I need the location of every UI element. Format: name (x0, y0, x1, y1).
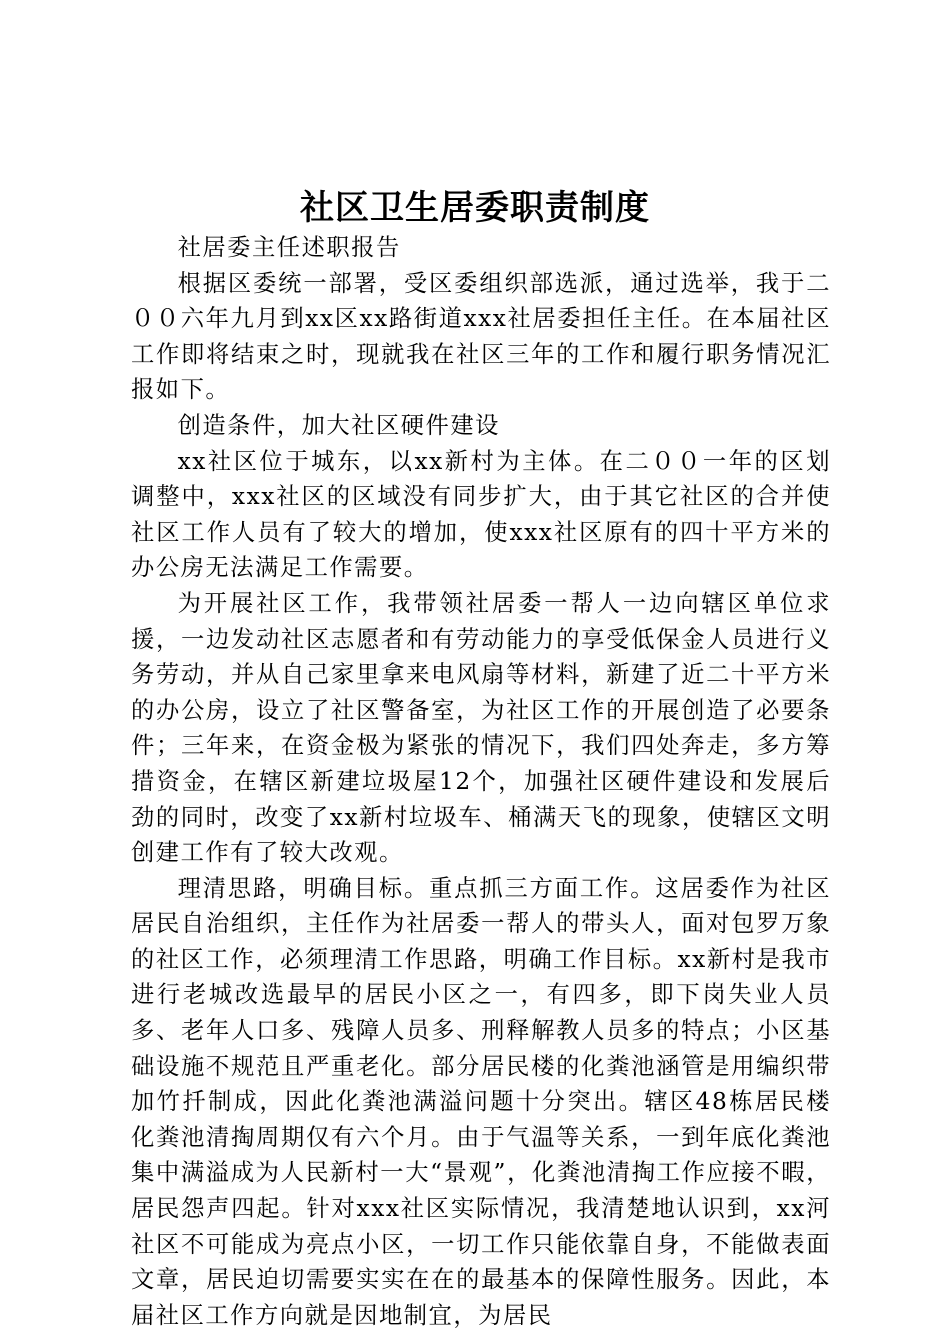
paragraph-subtitle: 社居委主任述职报告 (177, 234, 401, 261)
document-title: 社区卫生居委职责制度 (300, 188, 650, 228)
paragraph: 理清思路，明确目标。重点抓三方面工作。这居委作为社区居民自治组织，主任作为社居委一帮人的带头人，面对包罗万象的社区工作，必须理清工作思路，明确工作目标。xx新村是我市进行老城改选最早的居民小区之一，有四多，即下岗失业人员多、老年人口多、残障人员多、刑释解教人员多的特点；小区基础设施不规范且严重老化。部分居民楼的化粪池涵管是用编织带加竹扦制成，因此化粪池满溢问题十分突出。辖区48栋居民楼化粪池清掏周期仅有六个月。由于气温等关系，一到年底化粪池集中满溢成为人民新村一大“景观”，化粪池清掏工作应接不暇，居民怨声四起。针对xxx社区实际情况，我清楚地认识到，xx河社区不可能成为亮点小区，一切工作只能依靠自身，不能做表面文章，居民迫切需要实实在在的最基本的保障性服务。因此，本届社区工作方向就是因地制宜，为居民 (131, 874, 831, 1329)
paragraph: 为开展社区工作，我带领社居委一帮人一边向辖区单位求援，一边发动社区志愿者和有劳动能力的享受低保金人员进行义务劳动，并从自己家里拿来电风扇等材料，新建了近二十平方米的办公房，设立了社区警备室，为社区工作的开展创造了必要条件；三年来，在资金极为紧张的情况下，我们四处奔走，多方筹措资金，在辖区新建垃圾屋12个，加强社区硬件建设和发展后劲的同时，改变了xx新村垃圾车、桶满天飞的现象，使辖区文明创建工作有了较大改观。 (131, 589, 831, 867)
section-heading: 创造条件，加大社区硬件建设 (177, 411, 500, 439)
document-body (131, 230, 831, 1333)
paragraph: 根据区委统一部署，受区委组织部选派，通过选举，我于二００六年九月到xx区xx路街道xxx社居委担任主任。在本届社区工作即将结束之时，现就我在社区三年的工作和履行职务情况汇报如下。 (131, 269, 831, 404)
paragraph: xx社区位于城东，以xx新村为主体。在二００一年的区划调整中，xxx社区的区域没有同步扩大，由于其它社区的合并使社区工作人员有了较大的增加，使xxx社区原有的四十平方米的办公房无法满足工作需要。 (131, 447, 831, 582)
